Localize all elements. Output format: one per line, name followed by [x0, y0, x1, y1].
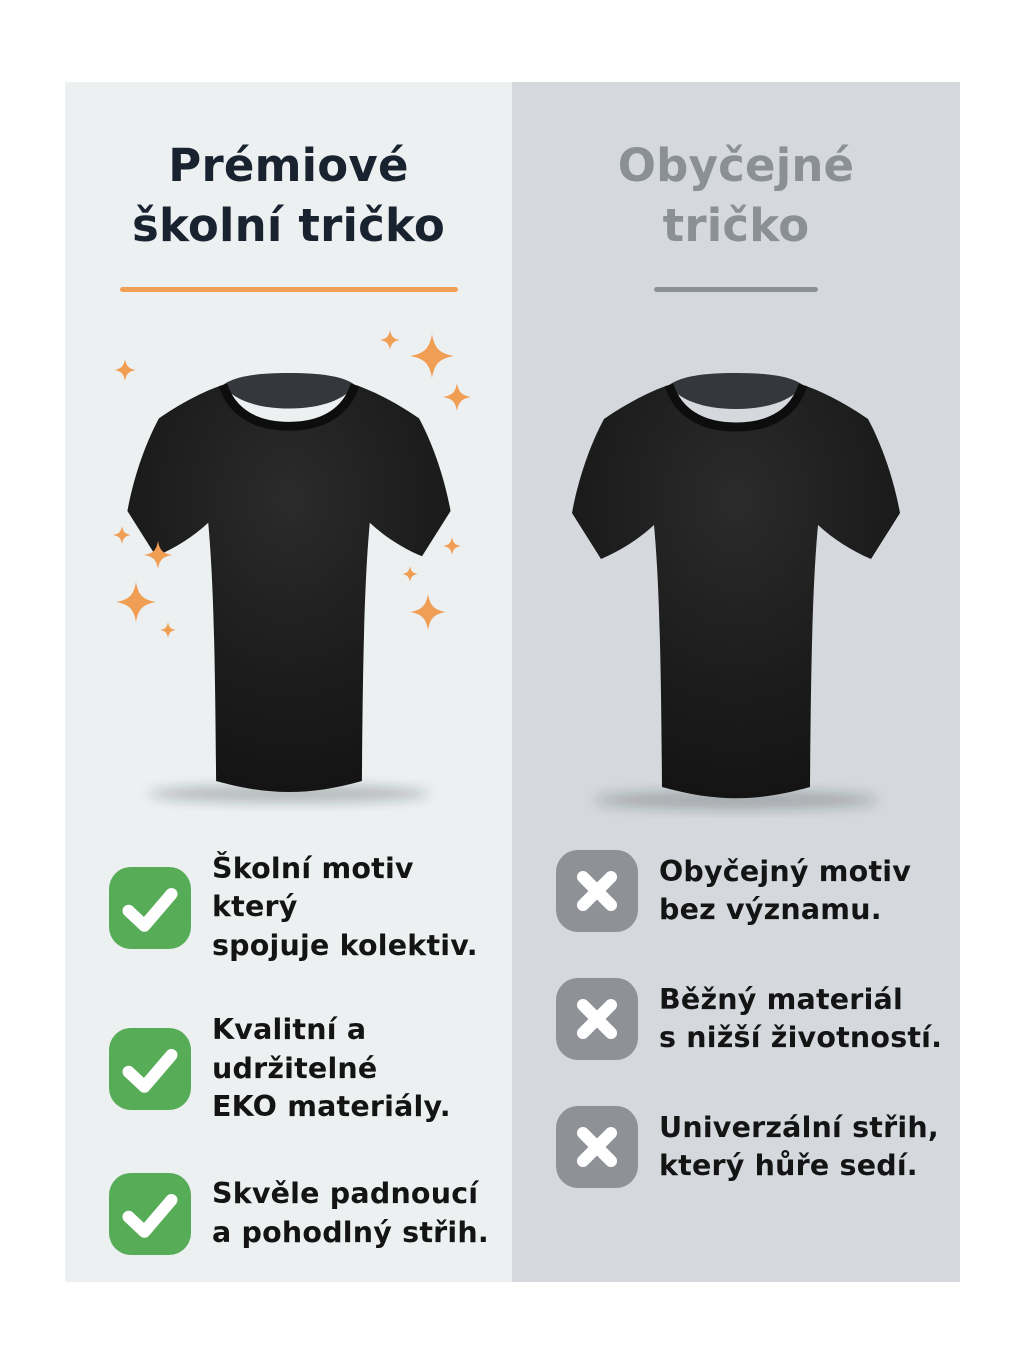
sparkle-icon — [160, 622, 176, 638]
drawback-line: který hůře sedí. — [659, 1149, 918, 1182]
cross-icon — [556, 1106, 638, 1188]
benefit-text — [212, 1011, 506, 1126]
sparkle-icon — [114, 359, 136, 381]
benefit-line: spojuje kolektiv. — [212, 928, 478, 962]
premium-benefits-list — [109, 850, 506, 1301]
benefit-line: EKO materiály. — [212, 1090, 451, 1124]
premium-title-underline — [120, 287, 458, 292]
cross-icon — [556, 850, 638, 932]
premium-title-line2: školní tričko — [131, 199, 445, 253]
premium-title — [65, 136, 512, 257]
benefit-line: Školní motiv který — [212, 852, 414, 924]
drawback-item — [556, 978, 954, 1060]
check-icon — [109, 867, 191, 949]
benefit-line: Skvěle padnoucí — [212, 1177, 479, 1211]
drawback-item — [556, 850, 954, 932]
drawback-item — [556, 1106, 954, 1188]
ordinary-tshirt-image — [566, 342, 906, 818]
sparkle-icon — [410, 594, 446, 630]
sparkle-icon — [116, 582, 156, 622]
premium-shirt-area — [65, 334, 512, 854]
sparkle-icon — [144, 541, 172, 569]
benefit-item — [109, 850, 506, 965]
sparkle-icon — [402, 566, 418, 582]
benefit-text — [212, 850, 506, 965]
cross-icon — [556, 978, 638, 1060]
drawback-line: Univerzální střih, — [659, 1110, 939, 1144]
sparkle-icon — [443, 537, 461, 555]
benefit-line: Kvalitní a udržitelné — [212, 1013, 378, 1085]
ordinary-drawbacks-list — [556, 850, 954, 1234]
sparkle-icon — [410, 334, 454, 378]
sparkle-icon — [113, 526, 131, 544]
premium-title-line1: Prémiové — [168, 139, 409, 192]
ordinary-panel — [512, 82, 960, 1282]
drawback-text — [659, 1109, 939, 1186]
sparkle-icon — [380, 330, 400, 350]
ordinary-title-line1: Obyčejné — [617, 139, 855, 192]
benefit-item — [109, 1011, 506, 1126]
benefit-text — [212, 1175, 489, 1252]
drawback-text — [659, 853, 911, 930]
ordinary-title-line2: tričko — [662, 199, 810, 253]
sparkle-icon — [443, 383, 471, 411]
drawback-line: Běžný materiál — [659, 982, 903, 1016]
drawback-line: s nižší životností. — [659, 1021, 943, 1054]
benefit-item — [109, 1173, 506, 1255]
drawback-line: bez významu. — [659, 893, 882, 926]
ordinary-shirt-area — [512, 334, 960, 854]
comparison-poster — [65, 82, 960, 1282]
drawback-line: Obyčejný motiv — [659, 854, 912, 888]
drawback-text — [659, 981, 942, 1058]
ordinary-title — [512, 136, 960, 257]
premium-panel — [65, 82, 512, 1282]
check-icon — [109, 1028, 191, 1110]
ordinary-title-underline — [654, 287, 818, 292]
benefit-line: a pohodlný střih. — [212, 1215, 489, 1249]
check-icon — [109, 1173, 191, 1255]
